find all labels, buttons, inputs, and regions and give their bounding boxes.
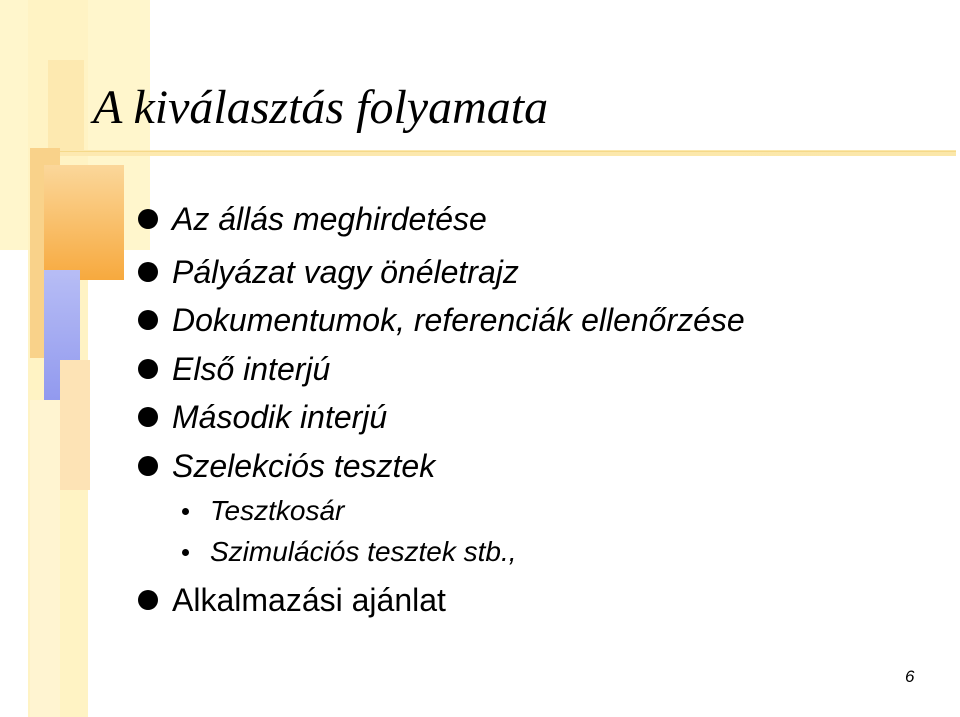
bullet-item [138, 349, 330, 389]
sub-bullet-item [182, 534, 517, 570]
slide-title: A kiválasztás folyamata [93, 81, 549, 134]
bullet-dot-icon [138, 407, 158, 427]
sub-bullet-item [182, 493, 344, 529]
bullet-item [138, 446, 435, 486]
bullet-dot-icon [138, 456, 158, 476]
bullet-text: Második interjú [172, 399, 388, 435]
bullet-text: Alkalmazási ajánlat [172, 582, 446, 618]
bullet-text: Az állás meghirdetése [172, 201, 487, 237]
bullet-text: Dokumentumok, referenciák ellenőrzése [172, 302, 745, 338]
page-number: 6 [905, 667, 915, 686]
bullet-text: Szelekciós tesztek [172, 448, 436, 484]
bullet-item [138, 397, 387, 437]
sub-bullet-text: Tesztkosár [210, 495, 345, 526]
bullet-text: Pályázat vagy önéletrajz [172, 254, 519, 290]
bullet-text: Első interjú [172, 351, 331, 387]
sub-bullet-text: Szimulációs tesztek stb., [210, 536, 517, 567]
bullet-dot-icon [138, 590, 158, 610]
bullet-dot-icon [138, 209, 158, 229]
bullet-item [138, 252, 519, 292]
bullet-dot-icon [138, 359, 158, 379]
bullet-dot-icon [138, 262, 158, 282]
bullet-item [138, 580, 446, 620]
bullet-item [138, 300, 745, 340]
sub-bullet-dot-icon [182, 549, 189, 556]
bullet-item [138, 199, 487, 239]
bullet-dot-icon [138, 310, 158, 330]
sub-bullet-dot-icon [182, 508, 189, 515]
